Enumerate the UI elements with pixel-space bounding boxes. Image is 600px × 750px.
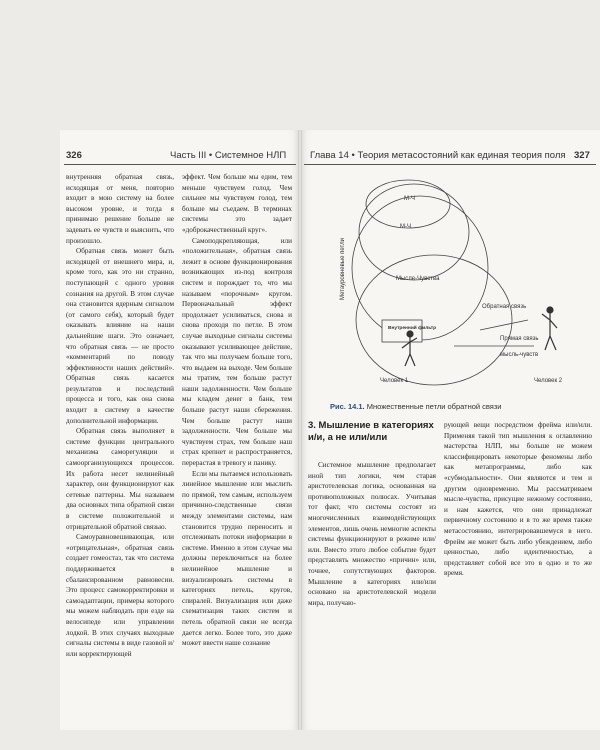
person-2-figure [542,307,557,350]
right-column-2 [444,420,592,734]
paragraph: Самоподкрепляющая, или «положительная», обратная связь лежит в основе функционирования возникающих из-под контроля систем и порождает то, что мы называем «порочным» кругом. Первоначальный эффект продолжает усиливаться, снова и снова проходя по петле. В этом случае выходные сигналы системы оказывают усиливающее действие, так что мы получаем больше того, что выдаем на выходе. Чем больше мы тратим, тем больше растут наши задолженности. Чем больше мы кладем денег в банк, тем больше растут наши сбережения. Чем больше растут наши задолженности. Чем больше мы чувствуем страх, тем больше наш страх крепнет и распространяется, перерастая в тревогу и панику. [182,236,292,468]
paragraph: Самоуравновешивающая, или «отрицательная», обратная связь создает гомеостаз, так что система поддерживается в сбалансированном равновесии. Это процесс самокорректировки и самоадаптации, примеры которого мы можем наблюдать при езде на велосипеде или управлении лодкой. В этих случаях выходные сигналы системы в виде газовой и/или корректирующей [66,533,174,658]
paragraph: Системное мышление предполагает иной тип логики, чем старая аристотелевская логика, основанная на противоположных полюсах. Учитывая тот факт, что системы состоят из многочисленных взаимодействующих элементов, лишь очень немногие аспекты системы функционируют в режиме или/или. Вместо этого любое событие будет представлять множество «причин» или, точнее, сопутствующих факторов. Мышление в категориях или/или основано на аристотелевской модели мира, получаю- [308,461,436,607]
section-title: 3. Мышление в категориях и/и, а не или/или [308,420,434,443]
label-direct-link: Прямая связь [500,336,539,342]
caption-number: Рис. 14.1. [330,402,365,411]
label-person-2: Человек 2 [534,378,563,384]
book-gutter [298,130,302,730]
right-header-rule [304,164,596,165]
paragraph: рующей вещи посредством фрейма или/или. Применяя такой тип мышления к оглавлению мастерства НЛП, мы больше не можем классифицировать некоторые феномены либо как метапрограммы, либо как «субмодальности». Они являются и тем и другим одновременно. Мы рассматриваем мысле-чувства, присущие нежному состоянию, и нам кажется, что они принадлежат первичному состоянию и в то же время также метасостоянию, интегрировавшемуся в него. Фрейм же может быть либо убеждением, либо ценностью, либо идентичностью, а представляет собой все это в одно и то же время. [444,421,592,578]
label-feedback: Обратная связь [482,304,527,310]
paragraph: Обратная связь выполняет в системе функции центрального механизма саморегуляции и самоорганизующихся процессов. Их работа несет нелинейный характер, они функционируют как сетевые паттерны. Мы называем два основных типа обратной связи в системе положительной и отрицательной обратной связью. [66,427,174,531]
figure-caption [330,402,502,411]
label-meta-loops: Метауровневые петли [340,238,346,300]
feedback-arrow [480,320,528,330]
left-header-rule [64,164,296,165]
paragraph: Если мы пытаемся использовать линейное мышление или мыслить по прямой, тем самым, используем причинно-следственные связи между элементами системы, нам становится трудно переносить и отслеживать потоки информации в системе. Именно в этом случае мы должны переключиться на более нелинейное мышление и визуализировать системы в категориях петель, кругов, спиралей. Визуализация или даже схематизация таких систем и петель обратной связи не всегда дается легко. Более того, это даже может ввести наше сознание [182,469,292,648]
paragraph: Обратная связь может быть исходящей от внешнего мира, и, кроме того, как это ни странно, поступающей с одного уровня сознания на другой. В этом случае она становится ядерным сигналом (от самого себя), который будет оказывать влияние на наши дальнейшие шаги. Это означает, что обратная связь — не просто «комментарий по поводу эффективности наших действий». Обратная связь касается результатов и последствий процесса и того, как она снова входит в систему в качестве дополнительной информации. [66,247,174,425]
paragraph: эффект. Чем больше мы едим, тем меньше чувствуем голод. Чем сильнее мы чувствуем голод, тем больше мы съедаем. В терминах системы это задает «доброкачественный круг». [182,173,292,234]
paragraph: внутренняя обратная связь, исходящая от меня, повторно входит в мою систему на более высоком уровне, и тогда я принимаю решение больше не задевать ее чувств и выяснить, что произошло. [66,173,174,245]
label-mch-2: М-Ч [400,224,411,230]
caption-text: Множественные петли обратной связи [366,402,502,411]
right-running-head: Глава 14 • Теория метасостояний как единая теория поля [310,150,566,161]
label-thought-feeling-link: мысль-чувств [500,352,539,358]
label-inner-filter: Внутренний фильтр [388,326,437,331]
left-page-number: 326 [66,150,82,161]
left-running-head: Часть III • Системное НЛП [170,150,287,161]
label-thought-feelings: Мысле-Чувства [396,276,440,282]
feedback-loops-figure [304,170,596,398]
right-column-1 [308,460,436,734]
meta-loop-inner [366,180,450,228]
left-column-2 [182,172,292,734]
right-page-number: 327 [574,150,590,161]
left-column-1 [66,172,174,734]
meta-loop-outer [352,196,488,340]
loop-thought-feeling [356,255,512,385]
label-mch-1: М-Ч [404,196,415,202]
label-person-1: Человек 1 [380,378,409,384]
